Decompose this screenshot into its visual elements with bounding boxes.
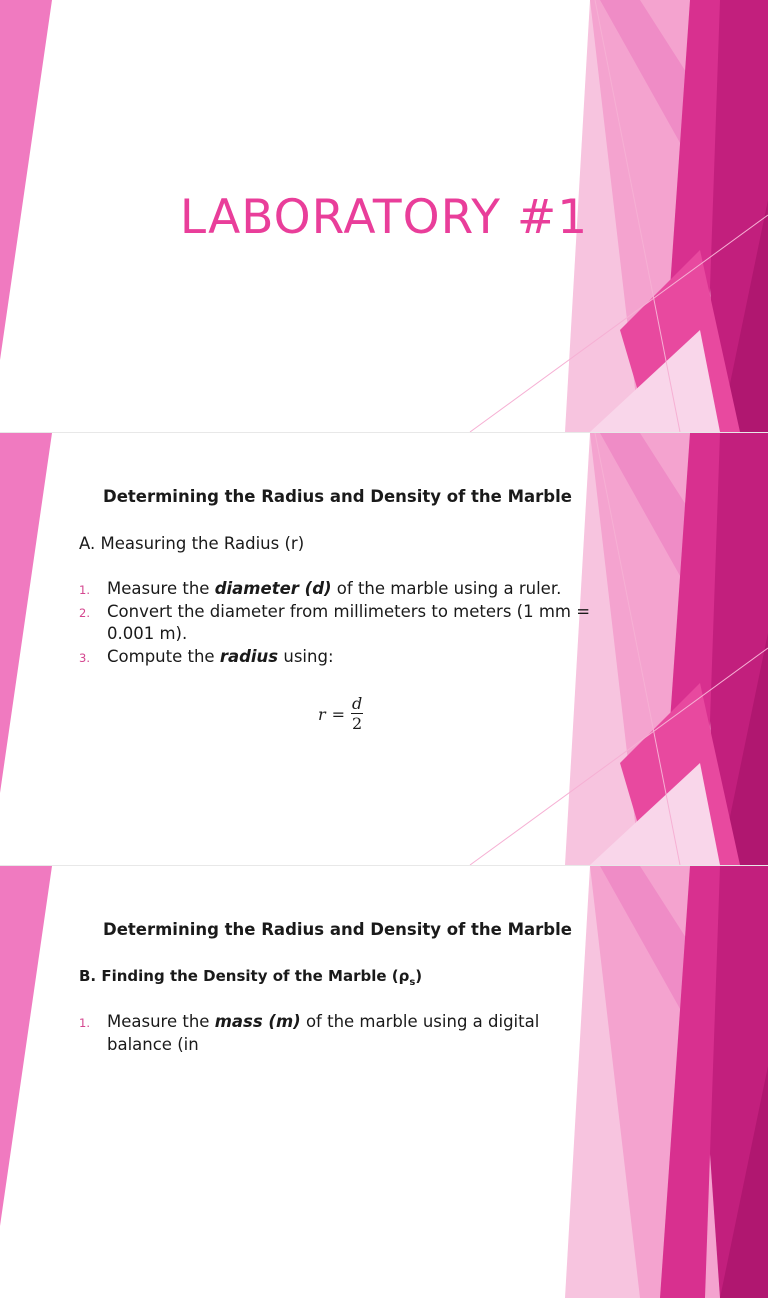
section-heading: B. Finding the Density of the Marble $(\rho_s)$ (79, 967, 423, 988)
steps-list (79, 1011, 599, 1056)
radius-formula: r = $\frac{d}{2}$ (318, 694, 363, 733)
slide-radius (0, 433, 768, 865)
slide-heading: Determining the Radius and Density of the Marble (103, 487, 572, 506)
list-item: 1. Measure the mass (m) of the marble using a digital balance (in (79, 1012, 540, 1054)
list-item: 1. Measure the diameter (d) of the marble using a ruler. (79, 578, 599, 601)
list-number: 3. (79, 650, 90, 665)
list-number: 2. (79, 605, 90, 620)
section-heading: A. Measuring the Radius (r) (79, 534, 305, 553)
slide-density (0, 866, 768, 1298)
page-title: LABORATORY #1 (179, 190, 589, 245)
list-item: 2. Convert the diameter from millimeters to meters (1 mm = 0.001 m). (79, 601, 591, 643)
fraction: $\frac{d}{2}$ (351, 694, 363, 733)
list-item: 3. Compute the radius using: (79, 646, 599, 669)
list-number: 1. (79, 583, 90, 597)
slide-heading: Determining the Radius and Density of the Marble (103, 920, 572, 939)
steps-list (79, 578, 599, 668)
list-number: 1. (79, 1016, 90, 1030)
slide-title (0, 0, 768, 432)
